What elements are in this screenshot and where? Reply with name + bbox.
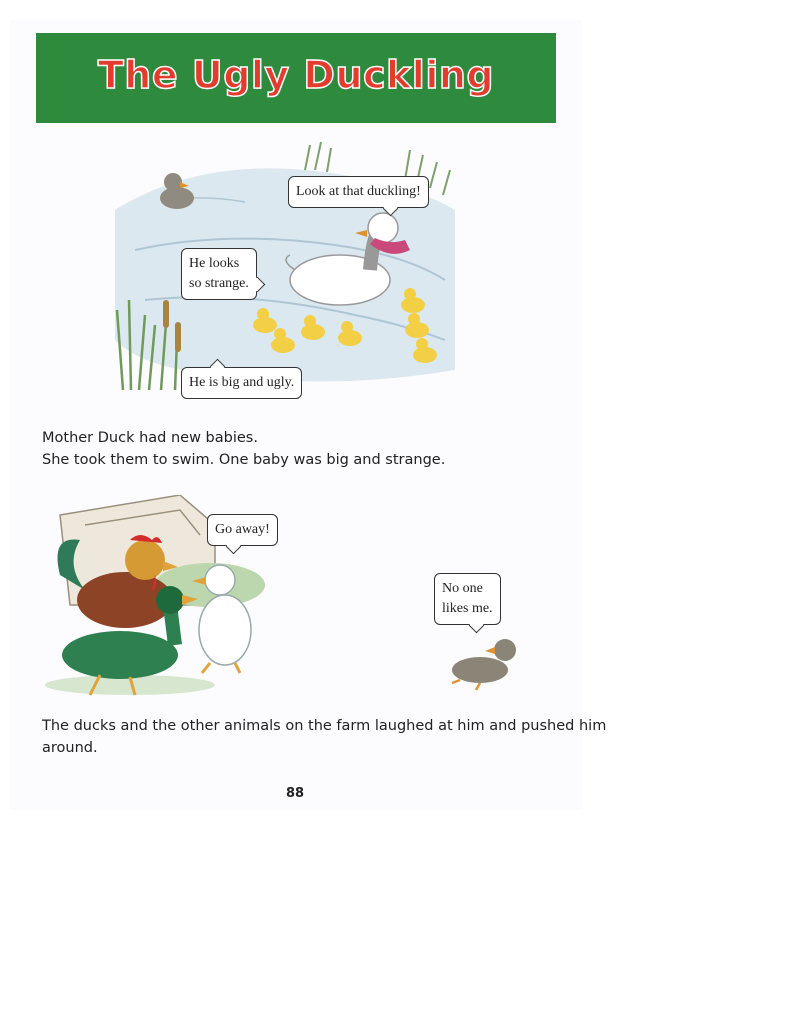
bubble-text-line1: He looks [189,256,240,271]
story-line: Mother Duck had new babies. [42,430,258,446]
story-paragraph-1 [42,427,445,471]
bubble-text-line2: so strange. [189,276,249,291]
bubble-text: Look at that duckling! [296,184,421,199]
bubble-text-line2: likes me. [442,601,493,616]
ugly-duckling-alone [452,639,516,690]
bubble-text: Go away! [215,522,270,537]
bubble-text: He is big and ugly. [189,375,295,390]
speech-bubble-strange [181,248,257,300]
story-line: around. [42,740,98,756]
speech-bubble-go-away [207,514,278,546]
speech-bubble-look [288,176,429,208]
speech-bubble-no-one [434,573,501,625]
bubble-text-line1: No one [442,581,483,596]
title-banner [36,33,556,123]
story-line: The ducks and the other animals on the farm laughed at him and pushed him [42,718,607,734]
page-number: 88 [286,786,305,801]
page-title: The Ugly Duckling [97,53,495,97]
story-paragraph-2 [42,715,606,759]
speech-bubble-ugly [181,367,302,399]
story-line: She took them to swim. One baby was big and strange. [42,452,446,468]
